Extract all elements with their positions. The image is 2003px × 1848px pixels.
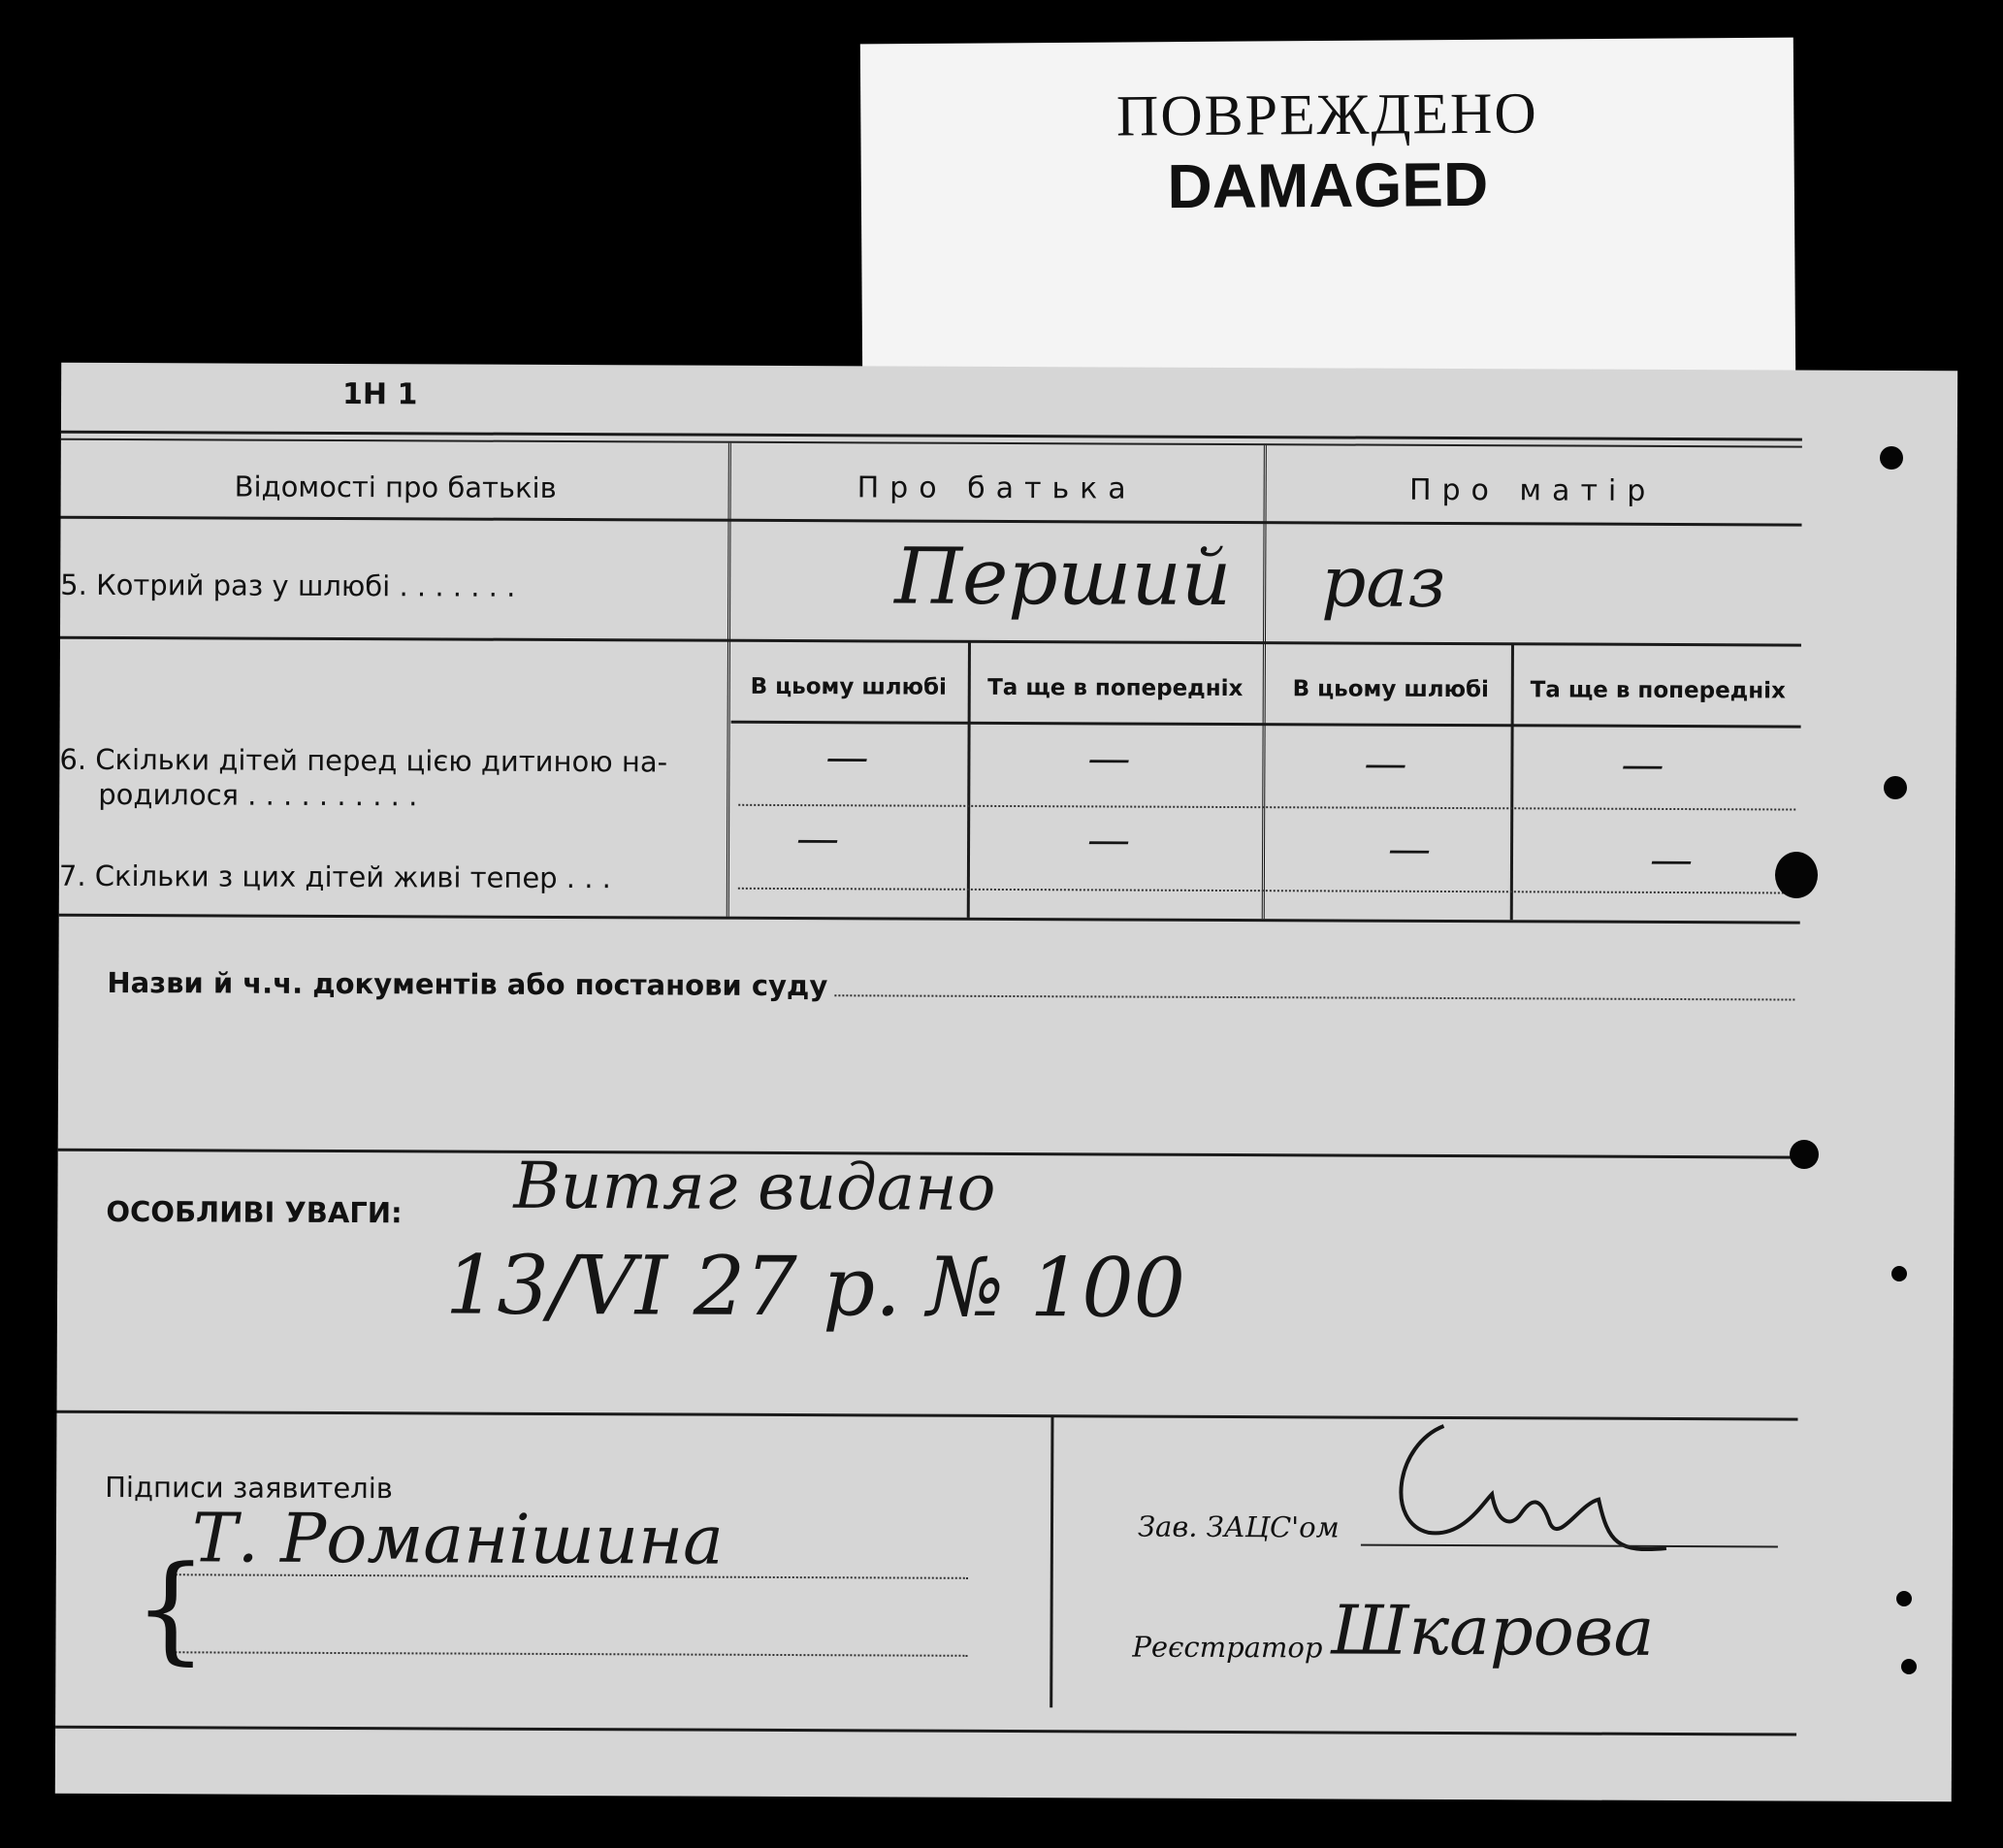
- row6-value-4: —: [1621, 739, 1664, 790]
- row6-label-line1: 6. Скільки дітей перед цією дитиною на-: [59, 742, 668, 779]
- head-signature: [1375, 1407, 1696, 1572]
- subheader-father-current: В цьому шлюбі: [750, 673, 947, 700]
- row7-value-2: —: [1086, 815, 1131, 865]
- row5-label: 5. Котрий раз у шлюбі . . . . . . .: [60, 567, 516, 603]
- registrar-signature: Шкарова: [1331, 1590, 1655, 1671]
- row6-label-line2: родилося . . . . . . . . . .: [98, 777, 418, 813]
- subheader-mother-current: В цьому шлюбі: [1292, 676, 1489, 703]
- row7-label: 7. Скільки з цих дітей живі тепер . . .: [58, 859, 612, 895]
- subheader-father-previous: Та ще в попередніх: [987, 674, 1244, 702]
- notes-handwritten-line1: Витяг видано: [513, 1148, 996, 1225]
- damaged-label-ru: ПОВРЕЖДЕНО: [1115, 81, 1538, 148]
- binding-hole: [1884, 776, 1907, 799]
- binding-hole: [1880, 446, 1903, 470]
- table-bottom-rule: [59, 914, 1800, 924]
- damaged-label-en: DAMAGED: [1167, 148, 1489, 222]
- row6-value-1: —: [825, 732, 869, 783]
- record-sheet: [55, 363, 1957, 1802]
- applicant-sign-line-2: [172, 1651, 967, 1657]
- binding-hole: [1891, 1266, 1907, 1281]
- subheader-mother-previous: Та ще в попередніх: [1530, 677, 1786, 704]
- row7-value-4: —: [1649, 834, 1694, 886]
- registrar-label: Реєстратор: [1132, 1630, 1323, 1665]
- row7-value-1: —: [795, 814, 840, 864]
- corner-number: 1Н 1: [342, 377, 418, 412]
- row5-mother-entry: раз: [1321, 540, 1446, 623]
- signatures-divider: [1050, 1416, 1053, 1707]
- row6-value-3: —: [1364, 738, 1407, 789]
- binding-hole: [1775, 852, 1818, 898]
- row5-father-entry: Перший: [894, 531, 1232, 624]
- row5-bottom-rule: [60, 636, 1801, 647]
- applicants-label: Підписи заявителів: [105, 1470, 393, 1506]
- applicant-signature: Т. Романішина: [191, 1498, 725, 1580]
- damaged-label-card: [860, 38, 1795, 379]
- head-label: Зав. ЗАЦС'ом: [1137, 1509, 1340, 1544]
- applicants-brace: {: [133, 1541, 209, 1677]
- header-bottom-rule: [61, 516, 1802, 527]
- documents-label: Назви й ч.ч. документів або постанови суду: [107, 965, 828, 1003]
- divider-mother-sub: [1510, 644, 1514, 920]
- row7-value-3: —: [1387, 824, 1432, 874]
- notes-handwritten-line2: 13/VI 27 р. № 100: [444, 1237, 1186, 1336]
- row6-value-2: —: [1087, 733, 1131, 784]
- header-parents-info: Відомості про батьків: [234, 470, 557, 504]
- documents-dotted-rule: [834, 994, 1794, 1000]
- notes-label: ОСОБЛИВІ УВАГИ:: [106, 1194, 403, 1230]
- bottom-rule: [55, 1726, 1796, 1736]
- binding-hole: [1896, 1591, 1912, 1606]
- header-father: Про батька: [856, 470, 1137, 506]
- header-mother: Про матір: [1408, 472, 1657, 508]
- binding-hole: [1901, 1659, 1917, 1674]
- binding-hole: [1790, 1140, 1819, 1169]
- divider-father-sub: [967, 642, 971, 918]
